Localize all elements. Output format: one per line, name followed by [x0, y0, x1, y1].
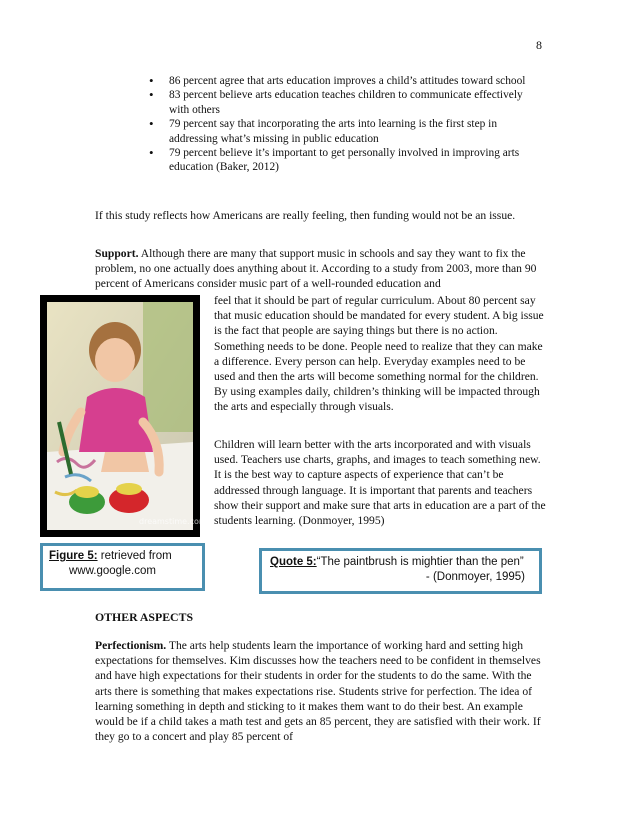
watermark-text: dreamstime.com: [139, 517, 207, 526]
support-label: Support.: [95, 247, 139, 260]
quote-text: “The paintbrush is mightier than the pen”: [316, 556, 524, 568]
support-paragraph: [95, 246, 545, 292]
figure-5-photo: [40, 295, 207, 537]
other-aspects-heading: OTHER ASPECTS: [95, 610, 194, 624]
figure-caption-url: www.google.com: [69, 565, 156, 577]
figure-caption-label: Figure 5:: [49, 550, 98, 562]
quote-attribution: - (Donmoyer, 1995): [425, 571, 525, 583]
page-number: 8: [536, 38, 542, 52]
child-painting-image: [47, 302, 207, 530]
bullet-item: • 86 percent agree that arts education improves a child’s attitudes toward school: [148, 74, 543, 88]
perfectionism-label: Perfectionism.: [95, 639, 167, 652]
figure-caption-box: [40, 543, 205, 591]
funding-paragraph: If this study reflects how Americans are really feeling, then funding would not be an issue.: [95, 209, 516, 222]
bullet-item: • 79 percent say that incorporating the arts into learning is the first step in addressing what’s missing in public education: [148, 117, 543, 146]
support-text: Although there are many that support music in schools and say they want to fix the problem, no one actually does anything about it. According to a study from 2003, more than 90 percent of Americans consider music part of a well-rounded education and: [95, 247, 537, 291]
figure-caption-text: retrieved from: [97, 550, 172, 562]
bullet-item: • 83 percent believe arts education teaches children to communicate effectively with others: [148, 88, 543, 117]
bullet-item: • 79 percent believe it’s important to get personally involved in improving arts education (Baker, 2012): [148, 146, 543, 175]
perfectionism-paragraph: [95, 638, 545, 744]
support-paragraph-continued: feel that it should be part of regular curriculum. About 80 percent say that music education should be mandated for every student. A big issue is the fact that people are saying things but there is no action. Something needs to be done. People need to realize that they can make a difference. Every person can help. Everyday examples need to be used and then the arts will become something normal for the children. By using examples daily, children’s thinking will be impacted through the arts and especially through visuals.: [214, 294, 544, 414]
quote-box: [259, 548, 542, 594]
visuals-paragraph: Children will learn better with the arts incorporated and with visuals used. Teachers use charts, graphs, and images to teach something new. It is the best way to capture aspects of experience that can’t be addressed through language. It is important that parents and teachers show their support and make sure that arts in education are a part of the students learning. (Donmoyer, 1995): [214, 438, 546, 528]
survey-bullet-list: [148, 74, 543, 175]
perfectionism-text: The arts help students learn the importance of working hard and setting high expectations for themselves. Kim discusses how the teachers need to be confident in themselves and have high expectations for their students in order for the students to do the same. With the arts there is something that makes expectations rise. Students strive for perfection. The idea of learning something in depth and sticking to it makes them want to do their best. An example would be if a child takes a math test and gets an 85 percent, they are satisfied with their work. If they go to a concert and play 85 percent of: [95, 639, 541, 744]
quote-label: Quote 5:: [270, 556, 317, 568]
